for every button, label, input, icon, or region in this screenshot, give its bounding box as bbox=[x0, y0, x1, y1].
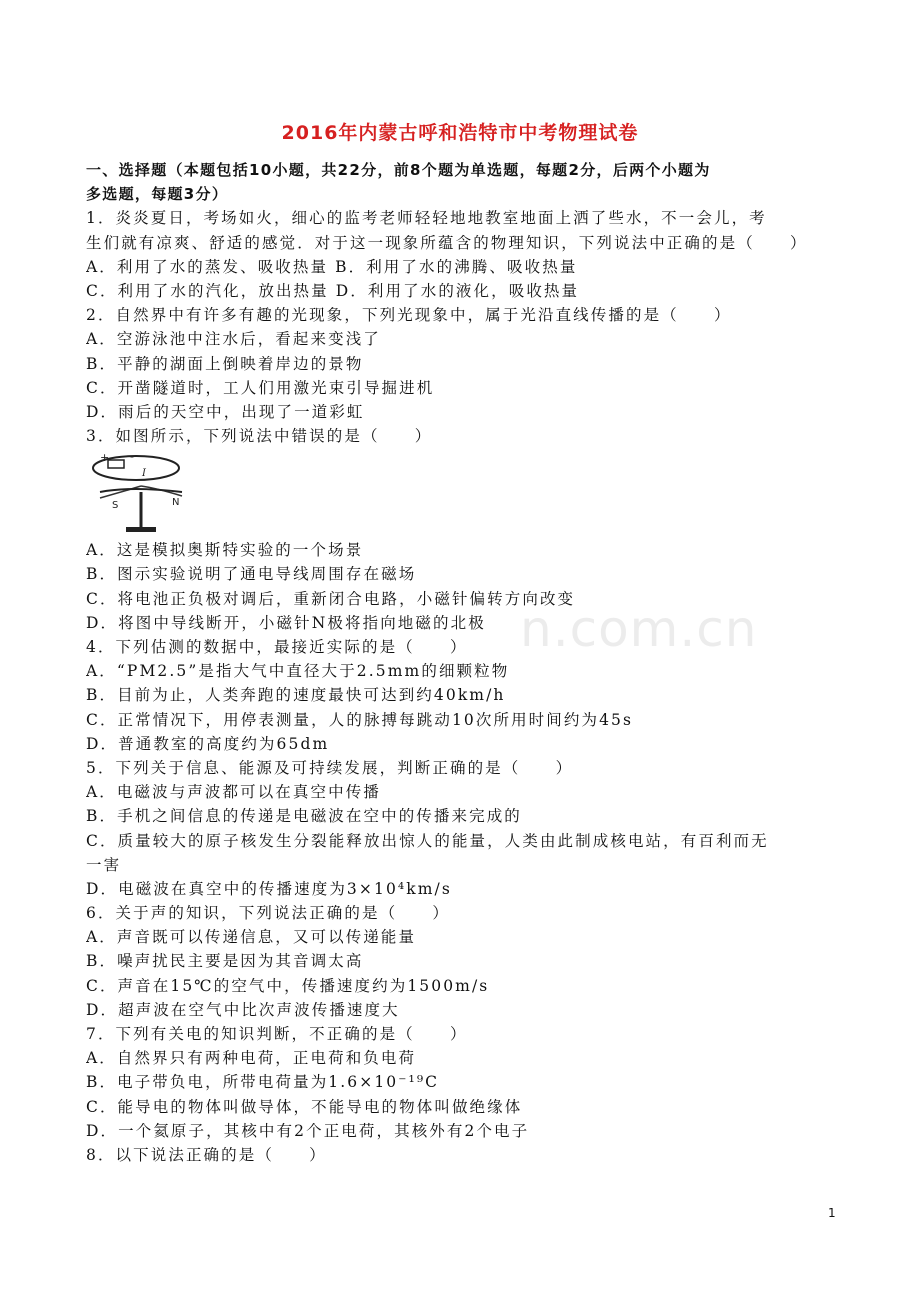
page-number: 1 bbox=[828, 1206, 836, 1220]
oersted-diagram bbox=[86, 450, 196, 538]
stand-base bbox=[126, 527, 156, 532]
q3-option-c: C．将电池正负极对调后，重新闭合电路，小磁针偏转方向改变 bbox=[86, 589, 576, 608]
south-label: S bbox=[112, 500, 119, 512]
oersted-experiment-figure bbox=[86, 448, 842, 538]
q5-option-d: D．电磁波在真空中的传播速度为3×10⁴km/s bbox=[86, 879, 452, 898]
q3-option-a: A．这是模拟奥斯特实验的一个场景 bbox=[86, 541, 364, 560]
section-heading-cont: 多选题，每题3分） bbox=[86, 185, 229, 204]
minus-label: - bbox=[130, 450, 134, 464]
q2-option-c: C．开凿隧道时，工人们用激光束引导掘进机 bbox=[86, 378, 435, 397]
plus-label: + bbox=[100, 451, 110, 465]
q4-stem: 4．下列估测的数据中，最接近实际的是（ ） bbox=[86, 638, 468, 656]
q7-stem: 7．下列有关电的知识判断，不正确的是（ ） bbox=[86, 1025, 468, 1043]
q6-option-a: A．声音既可以传递信息，又可以传递能量 bbox=[86, 928, 417, 947]
watermark: n.com.cn bbox=[520, 600, 758, 658]
q5-option-c: C．质量较大的原子核发生分裂能释放出惊人的能量，人类由此制成核电站，有百利而无 bbox=[86, 831, 769, 850]
q7-option-d: D．一个氦原子，其核中有2个正电荷，其核外有2个电子 bbox=[86, 1121, 530, 1140]
current-label: I bbox=[142, 468, 146, 480]
q8-stem: 8．以下说法正确的是（ ） bbox=[86, 1145, 327, 1164]
q7-option-c: C．能导电的物体叫做导体，不能导电的物体叫做绝缘体 bbox=[86, 1097, 523, 1116]
q5-stem: 5．下列关于信息、能源及可持续发展，判断正确的是（ ） bbox=[86, 758, 574, 777]
q6-option-d: D．超声波在空气中比次声波传播速度大 bbox=[86, 1000, 400, 1019]
q4-option-c: C．正常情况下，用停表测量，人的脉搏每跳动10次所用时间约为45s bbox=[86, 710, 634, 729]
north-label: N bbox=[172, 497, 180, 509]
q1-options-ab: A．利用了水的蒸发、吸收热量 B．利用了水的沸腾、吸收热量 bbox=[86, 257, 578, 276]
q4-option-d: D．普通教室的高度约为65dm bbox=[86, 734, 330, 753]
q6-stem: 6．关于声的知识，下列说法正确的是（ ） bbox=[86, 904, 450, 923]
q5-option-b: B．手机之间信息的传递是电磁波在空中的传播来完成的 bbox=[86, 807, 522, 826]
section-heading: 一、选择题（本题包括10小题，共22分，前8个题为单选题，每题2分，后两个小题为 bbox=[86, 161, 711, 179]
battery-shape bbox=[108, 460, 124, 468]
q6-option-c: C．声音在15℃的空气中，传播速度约为1500m/s bbox=[86, 976, 490, 995]
q3-stem: 3．如图所示，下列说法中错误的是（ ） bbox=[86, 427, 433, 446]
q2-option-a: A．空游泳池中注水后，看起来变浅了 bbox=[86, 330, 381, 349]
q5-option-c-cont: 一害 bbox=[86, 855, 122, 874]
q7-option-b: B．电子带负电，所带电荷量为1.6×10⁻¹⁹C bbox=[86, 1073, 440, 1092]
q2-option-b: B．平静的湖面上倒映着岸边的景物 bbox=[86, 354, 364, 373]
q2-stem: 2．自然界中有许多有趣的光现象，下列光现象中，属于光沿直线传播的是（ ） bbox=[86, 306, 732, 325]
q5-option-a: A．电磁波与声波都可以在真空中传播 bbox=[86, 783, 381, 802]
q6-option-b: B．噪声扰民主要是因为其音调太高 bbox=[86, 952, 364, 971]
q3-option-b: B．图示实验说明了通电导线周围存在磁场 bbox=[86, 565, 417, 584]
q4-option-a: A．“PM2.5”是指大气中直径大于2.5mm的细颗粒物 bbox=[86, 662, 510, 681]
q1-stem-cont: 生们就有凉爽、舒适的感觉．对于这一现象所蕴含的物理知识，下列说法中正确的是（ ） bbox=[86, 233, 808, 252]
q1-options-cd: C．利用了水的汽化，放出热量 D．利用了水的液化，吸收热量 bbox=[86, 281, 580, 300]
exam-title: 2016年内蒙古呼和浩特市中考物理试卷 bbox=[281, 122, 639, 144]
q3-option-d: D．将图中导线断开，小磁针N极将指向地磁的北极 bbox=[86, 613, 486, 632]
q7-option-a: A．自然界只有两种电荷，正电荷和负电荷 bbox=[86, 1049, 417, 1068]
q4-option-b: B．目前为止，人类奔跑的速度最快可达到约40km/h bbox=[86, 686, 506, 705]
q2-option-d: D．雨后的天空中，出现了一道彩虹 bbox=[86, 402, 365, 421]
exam-content bbox=[86, 158, 842, 1167]
q1-stem: 1．炎炎夏日，考场如火，细心的监考老师轻轻地地教室地面上洒了些水，不一会儿，考 bbox=[86, 209, 767, 228]
